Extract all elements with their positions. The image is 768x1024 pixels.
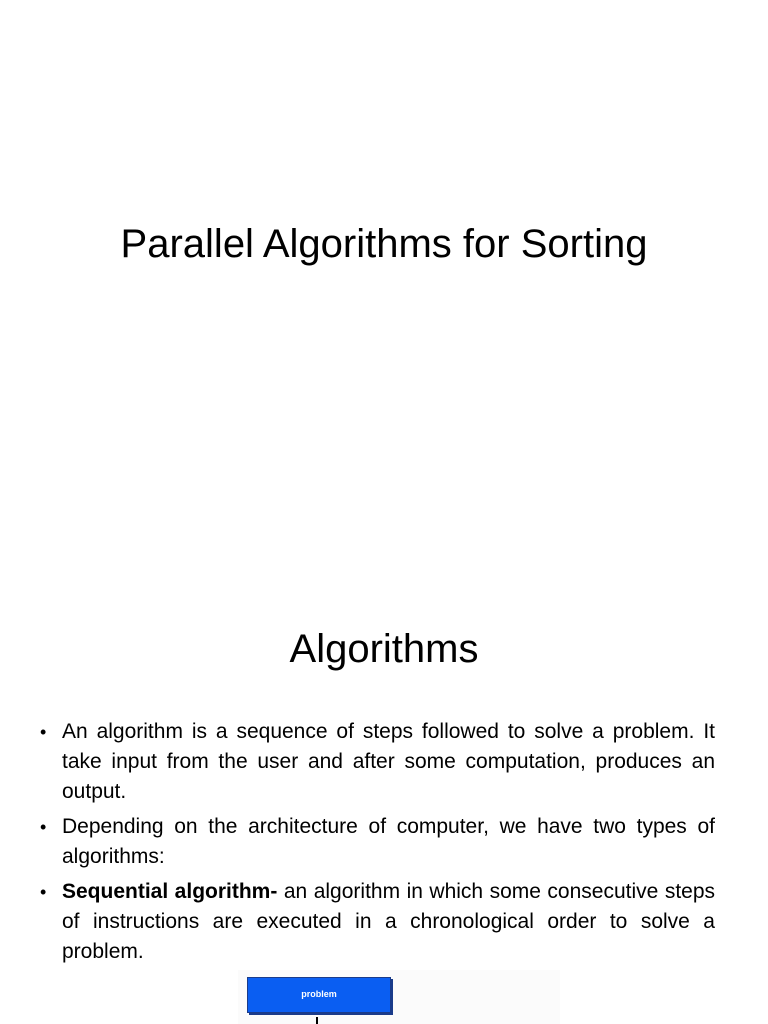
arrow-down-icon <box>316 1017 318 1024</box>
bullet-bold-term: Sequential algorithm- <box>62 880 278 903</box>
bullet-item <box>40 877 715 967</box>
bullet-icon: • <box>40 882 47 902</box>
bullet-text: Depending on the architecture of computer, we have two types of algorithms: <box>62 815 715 868</box>
presentation-title: Parallel Algorithms for Sorting <box>120 222 648 266</box>
bullet-icon: • <box>40 817 47 837</box>
bullet-list <box>40 717 715 972</box>
algorithms-slide <box>0 560 768 1024</box>
bullet-item <box>40 812 715 872</box>
bullet-icon: • <box>40 722 47 742</box>
bullet-text: An algorithm is a sequence of steps followed to solve a problem. It take input from the user and after some computation, produces an output. <box>62 720 715 803</box>
sequential-diagram <box>238 970 560 1024</box>
problem-box <box>247 977 391 1013</box>
slide-title: Algorithms <box>289 627 479 671</box>
problem-box-label: problem <box>301 989 337 999</box>
bullet-text: an algorithm in which some consecutive steps of instructions are executed in a chronological order to solve a problem. <box>62 880 716 963</box>
bullet-item <box>40 717 715 807</box>
